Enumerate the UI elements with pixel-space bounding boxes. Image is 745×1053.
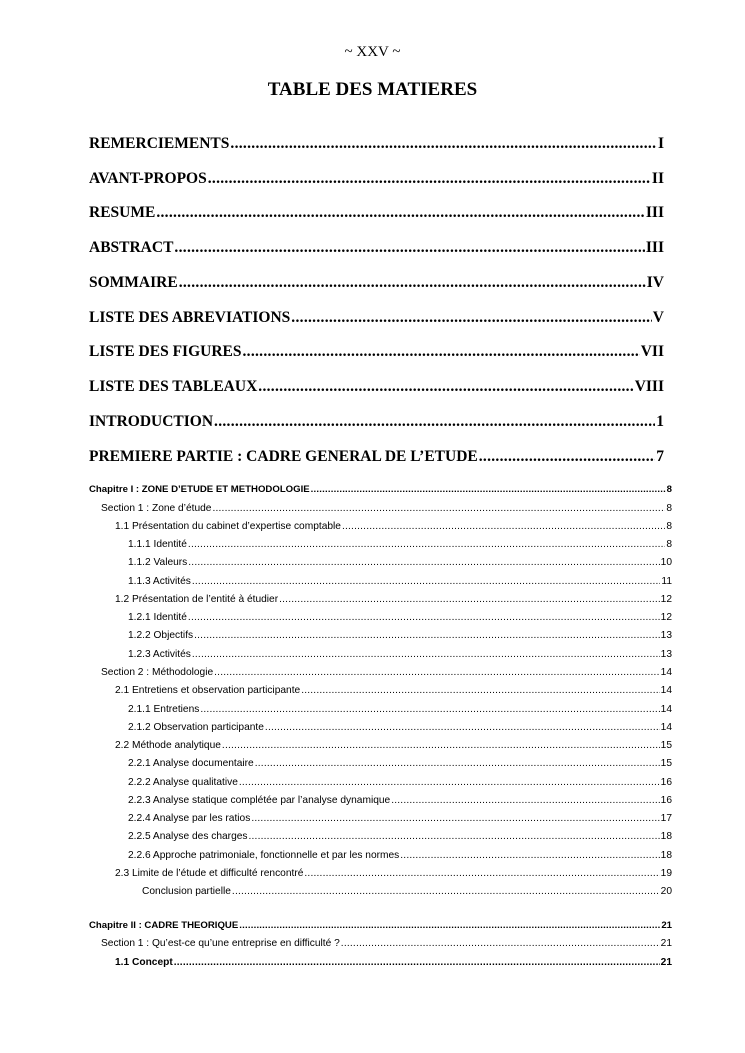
leader-dots xyxy=(214,413,655,431)
toc-entry-page: 13 xyxy=(660,630,672,641)
toc-entry-1-2-2[interactable] xyxy=(128,630,672,644)
toc-entry-label: INTRODUCTION xyxy=(89,413,214,430)
toc-entry-label: ABSTRACT xyxy=(89,239,174,256)
toc-entry-page: 21 xyxy=(661,920,672,931)
toc-entry-liste-abreviations[interactable] xyxy=(89,309,664,329)
leader-dots xyxy=(342,521,665,532)
leader-dots xyxy=(174,239,644,257)
toc-entry-page: 14 xyxy=(660,722,672,733)
toc-entry-page: 16 xyxy=(660,777,672,788)
toc-entry-1-2[interactable] xyxy=(115,594,672,608)
toc-entry-label: AVANT-PROPOS xyxy=(89,170,207,187)
toc-entry-remerciements[interactable] xyxy=(89,135,664,155)
toc-entry-introduction[interactable] xyxy=(89,413,664,433)
toc-entry-page: VII xyxy=(640,343,664,360)
toc-entry-label: Section 1 : Zone d’étude xyxy=(101,503,212,514)
leader-dots xyxy=(212,503,665,514)
toc-entry-label: 2.1.1 Entretiens xyxy=(128,704,200,715)
toc-entry-page: III xyxy=(645,204,664,221)
toc-entry-label: 2.2.5 Analyse des charges xyxy=(128,831,248,842)
toc-entry-resume[interactable] xyxy=(89,204,664,224)
leader-dots xyxy=(242,343,639,361)
toc-entry-page: 11 xyxy=(661,576,672,587)
leader-dots xyxy=(230,135,657,153)
toc-entry-label: 2.2.3 Analyse statique complétée par l’analyse dynamique xyxy=(128,795,391,806)
toc-entry-label: 1.2 Présentation de l’entité à étudier xyxy=(115,594,279,605)
toc-entry-2-1-2[interactable] xyxy=(128,722,672,736)
toc-entry-sommaire[interactable] xyxy=(89,274,664,294)
toc-entry-page: III xyxy=(645,239,664,256)
toc-entry-page: I xyxy=(657,135,664,152)
toc-entry-label: Section 2 : Méthodologie xyxy=(101,667,214,678)
toc-entry-label: 1.2.2 Objectifs xyxy=(128,630,194,641)
toc-entry-2-3[interactable] xyxy=(115,868,672,882)
toc-entry-label: Conclusion partielle xyxy=(142,886,231,897)
toc-entry-section-2-1[interactable] xyxy=(101,938,672,952)
leader-dots xyxy=(222,740,660,751)
leader-dots xyxy=(341,938,660,949)
toc-entry-page: 8 xyxy=(666,539,672,550)
toc-entry-label: 2.2.6 Approche patrimoniale, fonctionnelle et par les normes xyxy=(128,850,400,861)
leader-dots xyxy=(400,850,659,861)
leader-dots xyxy=(192,649,660,660)
leader-dots xyxy=(249,831,660,842)
toc-entry-label: SOMMAIRE xyxy=(89,274,178,291)
page-title: TABLE DES MATIERES xyxy=(267,79,478,100)
leader-dots xyxy=(239,920,660,931)
toc-entry-label: Section 1 : Qu’est-ce qu’une entreprise en difficulté ? xyxy=(101,938,340,949)
toc-entry-page: 14 xyxy=(660,704,672,715)
toc-entry-page: V xyxy=(652,309,664,326)
toc-entry-page: 14 xyxy=(660,685,672,696)
toc-entry-chapitre-2[interactable] xyxy=(89,920,672,934)
toc-entry-label: 2.1.2 Observation participante xyxy=(128,722,264,733)
toc-entry-2-2-1[interactable] xyxy=(128,758,672,772)
toc-entry-label: Chapitre II : CADRE THEORIQUE xyxy=(89,920,239,931)
toc-entry-abstract[interactable] xyxy=(89,239,664,259)
toc-entry-label: RESUME xyxy=(89,204,156,221)
toc-entry-1-1-3[interactable] xyxy=(128,576,672,590)
toc-entry-label: 1.1 Présentation du cabinet d’expertise comptable xyxy=(115,521,341,532)
toc-entry-2-1[interactable] xyxy=(115,685,672,699)
toc-entry-premiere-partie[interactable] xyxy=(89,448,664,468)
toc-entry-page: 15 xyxy=(660,740,672,751)
toc-entry-concept[interactable] xyxy=(115,957,672,971)
leader-dots xyxy=(239,777,660,788)
toc-entry-label: 2.2 Méthode analytique xyxy=(115,740,221,751)
toc-entry-page: 7 xyxy=(656,448,664,465)
toc-entry-page: IV xyxy=(646,274,664,291)
toc-entry-2-2-2[interactable] xyxy=(128,777,672,791)
toc-entry-section-1-2[interactable] xyxy=(101,667,672,681)
toc-entry-2-2-5[interactable] xyxy=(128,831,672,845)
leader-dots xyxy=(188,557,659,568)
toc-entry-page: 16 xyxy=(660,795,672,806)
leader-dots xyxy=(174,957,660,968)
toc-entry-page: 19 xyxy=(660,868,672,879)
toc-entry-label: 1.1.3 Activités xyxy=(128,576,191,587)
toc-entry-2-2-3[interactable] xyxy=(128,795,672,809)
leader-dots xyxy=(258,378,633,396)
toc-entry-label: 2.2.4 Analyse par les ratios xyxy=(128,813,251,824)
toc-entry-page: 18 xyxy=(660,831,672,842)
toc-entry-label: REMERCIEMENTS xyxy=(89,135,230,152)
toc-entry-page: 14 xyxy=(660,667,672,678)
toc-entry-label: Chapitre I : ZONE D’ETUDE ET METHODOLOGIE xyxy=(89,484,310,495)
toc-entry-page: 12 xyxy=(660,594,672,605)
toc-entry-label: 1.1 Concept xyxy=(115,957,173,968)
leader-dots xyxy=(188,612,660,623)
leader-dots xyxy=(179,274,646,292)
leader-dots xyxy=(156,204,645,222)
toc-entry-liste-figures[interactable] xyxy=(89,343,664,363)
toc-entry-page: 8 xyxy=(666,484,672,495)
leader-dots xyxy=(279,594,660,605)
toc-entry-section-1-1[interactable] xyxy=(101,503,672,517)
leader-dots xyxy=(232,886,660,897)
toc-entry-chapitre-1[interactable] xyxy=(89,484,672,498)
toc-entry-liste-tableaux[interactable] xyxy=(89,378,664,398)
leader-dots xyxy=(194,630,660,641)
leader-dots xyxy=(208,170,651,188)
leader-dots xyxy=(251,813,659,824)
toc-entry-page: 8 xyxy=(666,521,672,532)
toc-entry-page: 8 xyxy=(666,503,672,514)
leader-dots xyxy=(311,484,666,495)
toc-entry-2-2-6[interactable] xyxy=(128,850,672,864)
toc-entry-2-1-1[interactable] xyxy=(128,704,672,718)
toc-entry-avant-propos[interactable] xyxy=(89,170,664,190)
toc-entry-label: 2.3 Limite de l’étude et difficulté rencontré xyxy=(115,868,304,879)
toc-entry-1-1[interactable] xyxy=(115,521,672,535)
toc-entry-page: 18 xyxy=(660,850,672,861)
toc-entry-page: 15 xyxy=(660,758,672,769)
toc-entry-page: 1 xyxy=(656,413,664,430)
toc-entry-label: 2.2.2 Analyse qualitative xyxy=(128,777,238,788)
toc-entry-label: 1.2.3 Activités xyxy=(128,649,191,660)
page-number: ~ XXV ~ xyxy=(344,44,401,60)
leader-dots xyxy=(479,448,656,466)
toc-entry-label: 1.2.1 Identité xyxy=(128,612,187,623)
toc-entry-page: II xyxy=(651,170,664,187)
toc-entry-page: 12 xyxy=(660,612,672,623)
toc-entry-1-2-1[interactable] xyxy=(128,612,672,626)
toc-entry-page: VIII xyxy=(634,378,664,395)
toc-entry-1-1-2[interactable] xyxy=(128,557,672,571)
leader-dots xyxy=(255,758,660,769)
leader-dots xyxy=(301,685,659,696)
toc-entry-label: PREMIERE PARTIE : CADRE GENERAL DE L’ETUDE xyxy=(89,448,478,465)
toc-entry-label: LISTE DES FIGURES xyxy=(89,343,242,360)
leader-dots xyxy=(391,795,659,806)
toc-entry-page: 21 xyxy=(660,957,672,968)
toc-entry-label: LISTE DES TABLEAUX xyxy=(89,378,258,395)
toc-entry-page: 20 xyxy=(660,886,672,897)
toc-entry-page: 21 xyxy=(660,938,672,949)
toc-entry-1-1-1[interactable] xyxy=(128,539,672,553)
toc-entry-label: 1.1.1 Identité xyxy=(128,539,187,550)
leader-dots xyxy=(265,722,660,733)
toc-entry-label: LISTE DES ABREVIATIONS xyxy=(89,309,291,326)
toc-entry-label: 1.1.2 Valeurs xyxy=(128,557,188,568)
leader-dots xyxy=(192,576,661,587)
toc-entry-2-2[interactable] xyxy=(115,740,672,754)
leader-dots xyxy=(214,667,660,678)
toc-entry-label: 2.1 Entretiens et observation participante xyxy=(115,685,301,696)
leader-dots xyxy=(291,309,652,327)
leader-dots xyxy=(188,539,665,550)
toc-entry-page: 17 xyxy=(660,813,672,824)
toc-entry-page: 13 xyxy=(660,649,672,660)
toc-entry-1-2-3[interactable] xyxy=(128,649,672,663)
toc-entry-label: 2.2.1 Analyse documentaire xyxy=(128,758,254,769)
toc-entry-page: 10 xyxy=(660,557,672,568)
leader-dots xyxy=(200,704,659,715)
toc-entry-2-2-4[interactable] xyxy=(128,813,672,827)
leader-dots xyxy=(304,868,659,879)
toc-entry-conclusion-partielle[interactable] xyxy=(142,886,672,900)
